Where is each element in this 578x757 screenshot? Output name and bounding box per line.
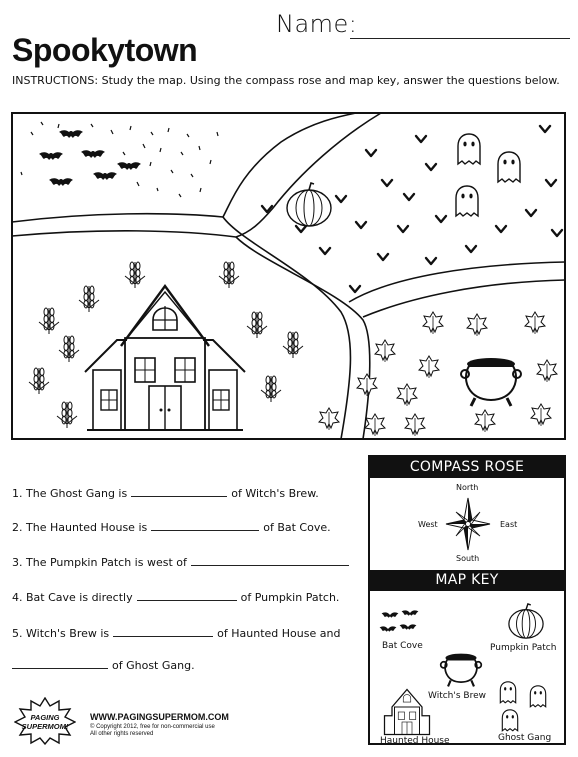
map-key-heading: MAP KEY — [370, 570, 564, 591]
pumpkin-patch-label: Pumpkin Patch — [490, 643, 557, 653]
question-text: of Bat Cove. — [263, 521, 331, 534]
website-link[interactable]: WWW.PAGINGSUPERMOM.COM — [90, 712, 229, 722]
question-number: 5. — [12, 627, 23, 640]
question-text: of Pumpkin Patch. — [240, 591, 340, 604]
question-text: of Haunted House and — [217, 627, 341, 640]
question-number: 4. — [12, 591, 23, 604]
question-5-continued — [12, 658, 195, 672]
instructions: INSTRUCTIONS: Study the map. Using the compass rose and map key, answer the questions below. — [12, 74, 560, 87]
compass-west: West — [418, 520, 438, 529]
question-5 — [12, 626, 340, 640]
copyright-line-1: © Copyright 2012, free for non-commercial use — [90, 724, 215, 730]
question-text: The Pumpkin Patch is west of — [26, 556, 187, 569]
svg-text:PAGING: PAGING — [30, 713, 60, 722]
question-text: Bat Cave is directly — [26, 591, 133, 604]
bat-icon — [376, 605, 428, 639]
question-3 — [12, 555, 353, 569]
spookytown-map — [11, 112, 566, 440]
question-2 — [12, 520, 331, 534]
compass-star-icon — [444, 496, 492, 552]
compass-rose — [370, 478, 564, 570]
answer-blank-2[interactable] — [151, 520, 259, 531]
answer-blank-5b[interactable] — [12, 658, 108, 669]
question-number: 3. — [12, 556, 23, 569]
worksheet-title: Spookytown — [12, 32, 198, 68]
witchs-brew-label: Witch's Brew — [428, 691, 486, 701]
bat-cove-label: Bat Cove — [382, 641, 423, 651]
paging-supermom-logo — [14, 697, 76, 745]
haunted-house-icon — [378, 687, 436, 737]
question-text: of Witch's Brew. — [231, 487, 319, 500]
question-1 — [12, 486, 319, 500]
cauldron-icon — [438, 651, 484, 689]
answer-blank-3[interactable] — [191, 555, 349, 566]
answer-blank-4[interactable] — [137, 590, 237, 601]
answer-blank-5a[interactable] — [113, 626, 213, 637]
question-text: of Ghost Gang. — [112, 659, 195, 672]
compass-east: East — [500, 520, 518, 529]
question-number: 1. — [12, 487, 23, 500]
compass-rose-heading: COMPASS ROSE — [370, 457, 564, 478]
copyright-line-2: All other rights reserved — [90, 731, 154, 737]
answer-blank-1[interactable] — [131, 486, 227, 497]
question-text: Witch's Brew is — [26, 627, 110, 640]
ghost-gang-label: Ghost Gang — [498, 733, 552, 743]
question-text: The Ghost Gang is — [26, 487, 128, 500]
question-text: The Haunted House is — [26, 521, 148, 534]
pumpkin-icon — [504, 603, 548, 641]
map-key — [370, 591, 564, 746]
question-4 — [12, 590, 339, 604]
name-label: Name: — [276, 10, 358, 38]
compass-north: North — [456, 483, 479, 492]
haunted-house-label: Haunted House — [380, 736, 450, 746]
compass-south: South — [456, 554, 480, 563]
legend-panel — [368, 455, 566, 745]
question-number: 2. — [12, 521, 23, 534]
svg-text:SUPERMOM!: SUPERMOM! — [21, 722, 69, 731]
ghost-icon — [494, 677, 556, 737]
name-write-line[interactable] — [350, 38, 570, 39]
